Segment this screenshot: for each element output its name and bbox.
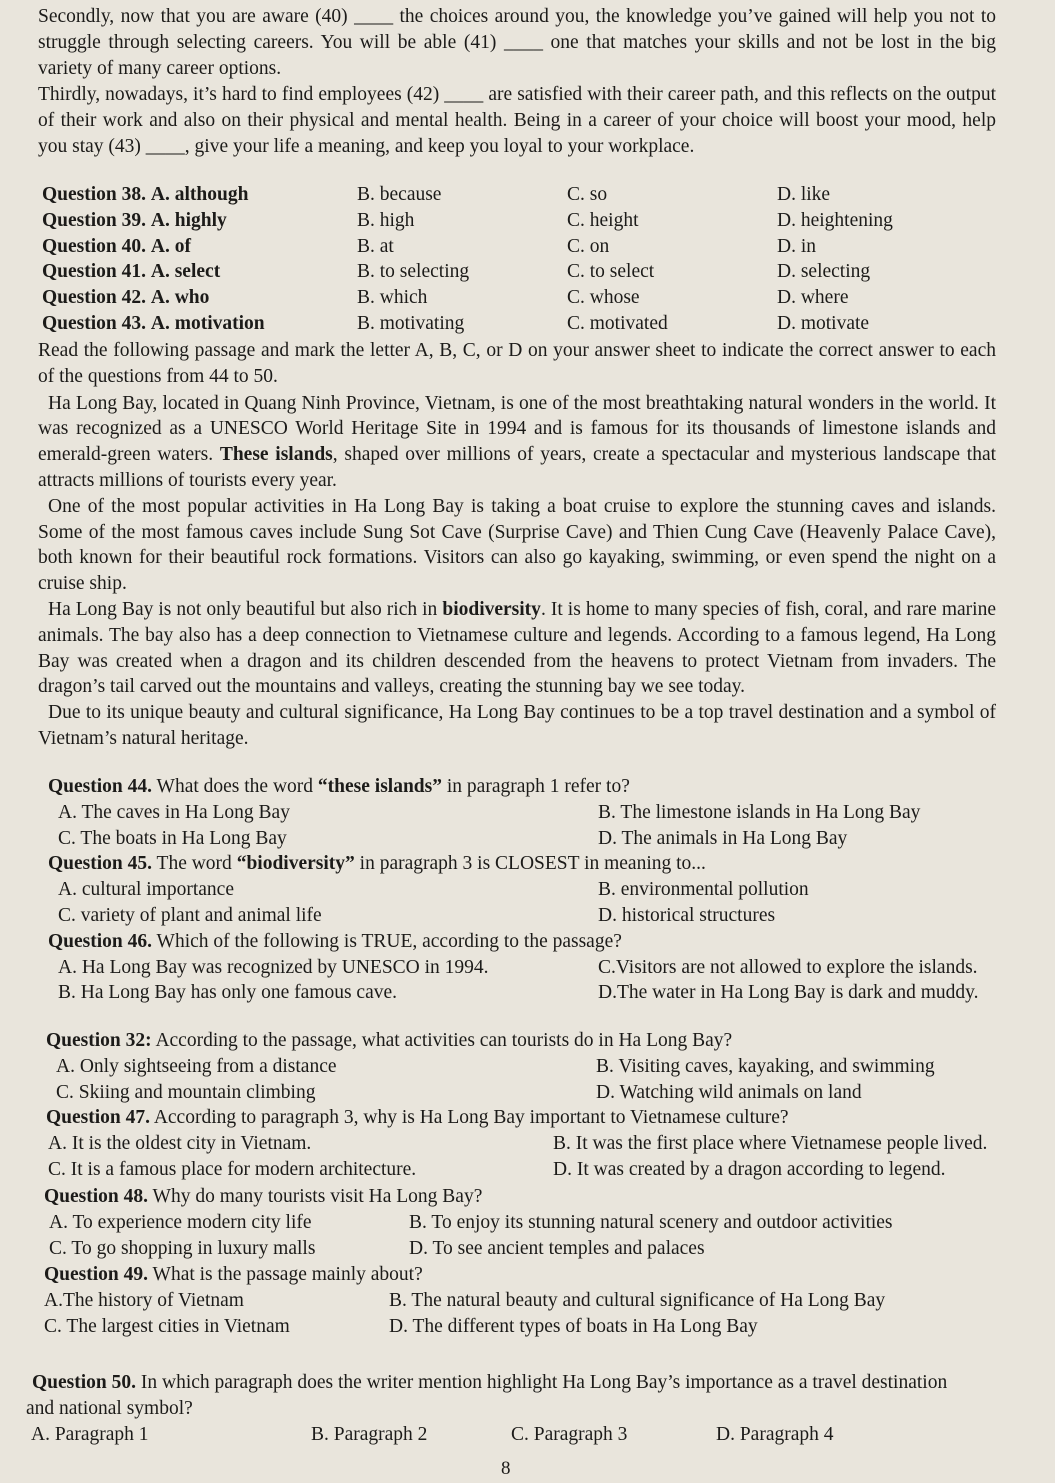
questions-48-49 — [44, 1184, 1002, 1340]
option-a: A. Paragraph 1 — [31, 1423, 149, 1445]
question-row — [42, 182, 1000, 208]
question-stem: Question 50. In which paragraph does the writer mention highlight Ha Long Bay’s importance as a travel destination and national symbol? — [26, 1372, 948, 1419]
option-c: C. whose — [567, 287, 640, 309]
question-50 — [26, 1370, 956, 1447]
question-row — [42, 285, 1000, 311]
option-a: A. although — [150, 184, 249, 205]
option-d: D. Paragraph 4 — [716, 1423, 834, 1445]
question-number: Question 40. — [42, 235, 147, 257]
highlight-these-islands: These islands — [219, 444, 333, 466]
question-stem: Question 45. The word “biodiversity” in paragraph 3 is CLOSEST in meaning to... — [48, 853, 706, 875]
mcq-38-43 — [42, 182, 1000, 337]
option-d: D. like — [777, 184, 831, 205]
option-b: B. which — [357, 287, 428, 309]
question-row — [42, 234, 1000, 260]
passage-paragraph-4: Due to its unique beauty and cultural significance, Ha Long Bay continues to be a top travel destination and a symbol of Vietnam’s natural heritage. — [38, 702, 996, 749]
option-b: B. at — [357, 235, 394, 257]
option-b: B. motivating — [357, 312, 465, 334]
option-d: D. The different types of boats in Ha Long Bay — [389, 1315, 758, 1337]
passage-paragraph-1: Ha Long Bay, located in Quang Ninh Province, Vietnam, is one of the most breathtaking natural wonders in the world. It was recognized as a UNESCO World Heritage Site in 1994 and is famous for its thousands of limestone islands and emerald-green waters. These islands, shaped over millions of years, create a spectacular and mysterious landscape that attracts millions of tourists every year. — [38, 392, 997, 491]
option-c: C. It is a famous place for modern architecture. — [48, 1158, 417, 1180]
question-stem: Question 46. Which of the following is TRUE, according to the passage? — [48, 930, 622, 952]
question-stem: Question 44. What does the word “these islands” in paragraph 1 refer to? — [48, 776, 630, 797]
question-number: Question 43. — [42, 312, 147, 334]
options-grid — [44, 1288, 1002, 1340]
option-b: B. It was the first place where Vietnamese people lived. — [553, 1133, 988, 1155]
question-stem: Question 49. What is the passage mainly about? — [44, 1264, 423, 1286]
option-a: A. highly — [150, 209, 227, 231]
option-c: C. Paragraph 3 — [511, 1423, 628, 1445]
options-grid — [48, 800, 1006, 852]
cloze-paragraph-2: Thirdly, nowadays, it’s hard to find employees (42) ____ are satisfied with their career path, and this reflects on the output of their work and also on their physical and mental health. Being in a career of your choice will boost your mood, help you stay (43) ____, give your life a meaning, and keep you loyal to your workplace. — [38, 84, 996, 157]
option-b: B. Paragraph 2 — [311, 1423, 428, 1445]
option-a: A. It is the oldest city in Vietnam. — [48, 1133, 312, 1155]
question-number: Question 41. — [42, 261, 147, 283]
option-a: A. who — [150, 287, 210, 309]
cloze-section — [38, 4, 996, 160]
option-d: D.The water in Ha Long Bay is dark and muddy. — [598, 982, 979, 1004]
question-number: Question 38. — [42, 184, 147, 205]
option-d: D. historical structures — [598, 904, 776, 926]
option-c: C. on — [567, 235, 610, 257]
question-stem: Question 47. According to paragraph 3, why is Ha Long Bay important to Vietnamese culture? — [46, 1107, 789, 1129]
option-d: D. motivate — [777, 312, 870, 334]
page-number: 8 — [501, 1458, 511, 1479]
question-number: Question 39. — [42, 209, 147, 231]
option-b: B. Visiting caves, kayaking, and swimming — [596, 1055, 935, 1077]
options-grid — [46, 1131, 1004, 1183]
option-c: C. The largest cities in Vietnam — [44, 1315, 290, 1337]
option-c: C. Skiing and mountain climbing — [56, 1081, 316, 1103]
option-b: B. environmental pollution — [598, 879, 809, 901]
instruction: Read the following passage and mark the letter A, B, C, or D on your answer sheet to indicate the correct answer to each of the questions from 44 to 50. — [38, 340, 996, 387]
option-b: B. high — [357, 209, 415, 231]
options-grid — [46, 1054, 1004, 1106]
option-c: C. motivated — [567, 312, 668, 334]
options-grid — [48, 955, 1006, 1007]
highlight-biodiversity: biodiversity — [442, 598, 541, 620]
option-a: A. Only sightseeing from a distance — [56, 1055, 337, 1077]
questions-32-47 — [46, 1028, 1004, 1183]
option-d: D. heightening — [777, 209, 893, 231]
option-a: A. To experience modern city life — [49, 1211, 312, 1233]
options-grid — [26, 1422, 956, 1448]
option-b: B. The natural beauty and cultural significance of Ha Long Bay — [389, 1290, 886, 1312]
option-c: C. The boats in Ha Long Bay — [58, 827, 287, 849]
option-c: C. to select — [567, 261, 655, 283]
option-c: C. To go shopping in luxury malls — [49, 1237, 316, 1259]
questions-44-46 — [48, 774, 1006, 1006]
passage-paragraph-3: Ha Long Bay is not only beautiful but also rich in biodiversity. It is home to many species of fish, coral, and rare marine animals. The bay also has a deep connection to Vietnamese culture and legends. According to a famous legend, Ha Long Bay was created when a dragon and its children descended from the heavens to protect Vietnam from invaders. The dragon’s tail carved out the mountains and valleys, creating the stunning bay we see today. — [38, 598, 996, 698]
option-b: B. The limestone islands in Ha Long Bay — [598, 801, 921, 823]
option-c: C. so — [567, 184, 608, 205]
option-d: D. selecting — [777, 261, 871, 283]
option-c: C.Visitors are not allowed to explore the islands. — [598, 956, 978, 978]
option-d: D. To see ancient temples and palaces — [409, 1237, 705, 1259]
cloze-paragraph-1: Secondly, now that you are aware (40) ____ the choices around you, the knowledge you’ve gained will help you not to struggle through selecting careers. You will be able (41) ____ one that matches your skills and not be lost in the big variety of many career options. — [38, 6, 996, 79]
option-b: B. to selecting — [357, 261, 470, 283]
option-a: A.The history of Vietnam — [44, 1290, 244, 1312]
passage-paragraph-2: One of the most popular activities in Ha Long Bay is taking a boat cruise to explore the stunning caves and islands. Some of the most famous caves include Sung Sot Cave (Surprise Cave) and Thien Cung Cave (Heavenly Palace Cave), both known for their beautiful rock formations. Visitors can also go kayaking, swimming, or even spend the night on a cruise ship. — [38, 495, 996, 595]
question-row — [42, 208, 1000, 234]
question-row — [42, 311, 1000, 337]
question-row — [42, 259, 1000, 285]
option-a: A. select — [150, 261, 221, 283]
option-d: D. Watching wild animals on land — [596, 1081, 862, 1103]
option-a: A. cultural importance — [58, 879, 234, 901]
option-a: A. The caves in Ha Long Bay — [58, 801, 290, 823]
option-d: D. in — [777, 235, 816, 257]
option-d: D. The animals in Ha Long Bay — [598, 827, 848, 849]
option-d: D. where — [777, 287, 849, 309]
option-a: A. of — [150, 235, 191, 257]
option-d: D. It was created by a dragon according to legend. — [553, 1158, 946, 1180]
question-number: Question 42. — [42, 287, 147, 309]
option-a: A. motivation — [150, 312, 265, 334]
option-c: C. height — [567, 209, 639, 231]
option-c: C. variety of plant and animal life — [58, 904, 322, 926]
options-grid — [48, 877, 1006, 929]
question-stem: Question 32: According to the passage, what activities can tourists do in Ha Long Bay? — [46, 1030, 733, 1051]
options-grid — [44, 1210, 1002, 1262]
reading-section — [38, 338, 996, 752]
option-b: B. Ha Long Bay has only one famous cave. — [58, 982, 398, 1004]
question-stem: Question 48. Why do many tourists visit Ha Long Bay? — [44, 1186, 483, 1207]
option-b: B. To enjoy its stunning natural scenery and outdoor activities — [409, 1211, 893, 1233]
option-a: A. Ha Long Bay was recognized by UNESCO in 1994. — [58, 956, 489, 978]
option-b: B. because — [357, 184, 442, 205]
